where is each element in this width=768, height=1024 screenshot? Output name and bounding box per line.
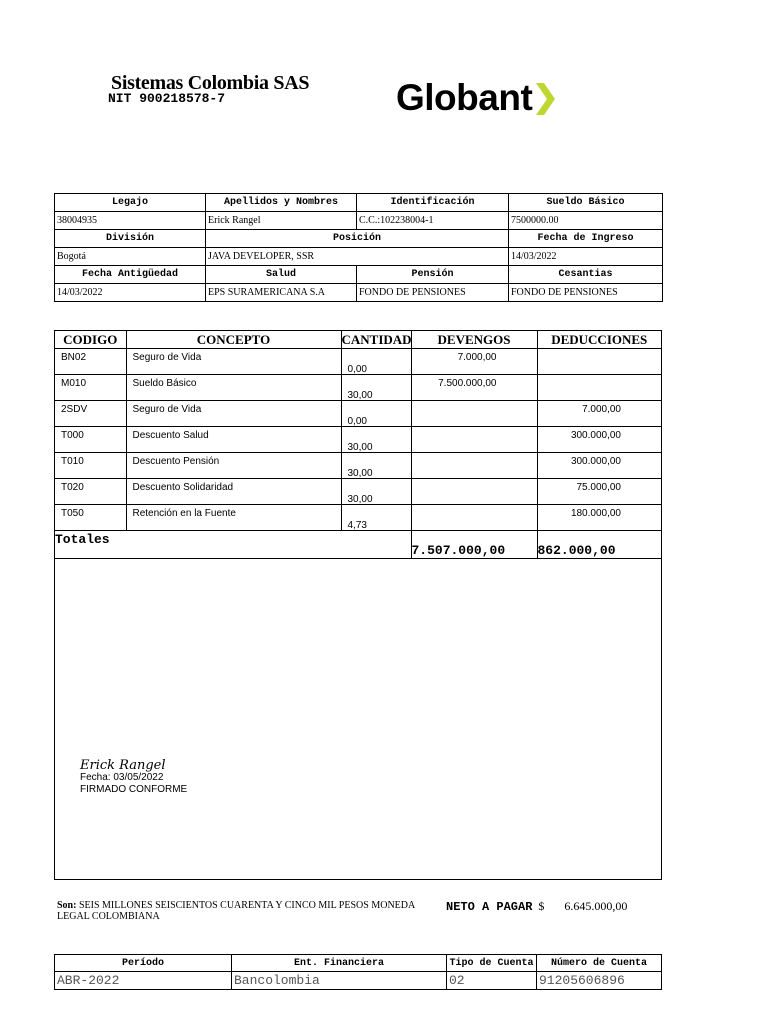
- chevron-right-icon: [534, 82, 556, 116]
- concept-concepto: Retención en la Fuente: [132, 508, 236, 519]
- label-legajo: Legajo: [55, 194, 206, 212]
- son-text: SEIS MILLONES SEISCIENTOS CUARENTA Y CINCO MIL PESOS MONEDA LEGAL COLOMBIANA: [57, 900, 415, 922]
- net-pay-currency: $: [538, 899, 545, 913]
- label-division: División: [55, 230, 206, 248]
- concept-row: [55, 427, 661, 453]
- value-legajo: 38004935: [55, 212, 206, 230]
- concept-codigo: T020: [61, 482, 84, 493]
- totals-row: [55, 531, 661, 559]
- concept-deducciones: 300.000,00: [570, 456, 621, 467]
- value-cesantias: FONDO DE PENSIONES: [509, 284, 663, 302]
- concept-cantidad: 30,00: [347, 494, 373, 505]
- concept-codigo: M010: [61, 378, 87, 389]
- concept-row: [55, 479, 661, 505]
- concept-concepto: Descuento Solidaridad: [132, 482, 234, 493]
- label-tipo-cuenta: Tipo de Cuenta: [447, 955, 537, 972]
- concept-cantidad: 30,00: [347, 442, 373, 453]
- company-nit: NIT 900218578-7: [108, 91, 226, 106]
- concept-cantidad: 30,00: [347, 390, 373, 401]
- value-numero-cuenta: 91205606896: [537, 972, 662, 990]
- concept-cantidad: 30,00: [347, 468, 373, 479]
- concept-concepto: Descuento Pensión: [132, 456, 220, 467]
- concept-row: [55, 453, 661, 479]
- concept-deducciones: 300.000,00: [570, 430, 621, 441]
- total-devengos: 7.507.000,00: [411, 543, 506, 558]
- concept-devengos: 7.000,00: [457, 352, 497, 363]
- concept-concepto: Sueldo Básico: [132, 378, 197, 389]
- concepts-section: [54, 330, 662, 880]
- concept-codigo: T000: [61, 430, 84, 441]
- value-fecha-antiguedad: 14/03/2022: [55, 284, 206, 302]
- label-posicion: Posición: [206, 230, 509, 248]
- concept-concepto: Descuento Salud: [132, 430, 209, 441]
- net-pay-amount: 6.645.000,00: [564, 899, 628, 913]
- header-devengos: DEVENGOS: [411, 331, 537, 349]
- concept-cantidad: 0,00: [347, 416, 367, 427]
- company-name: Sistemas Colombia SAS: [111, 72, 310, 94]
- value-division: Bogotá: [55, 248, 206, 266]
- value-periodo: ABR-2022: [55, 972, 232, 990]
- label-numero-cuenta: Número de Cuenta: [537, 955, 662, 972]
- concept-deducciones: 75.000,00: [576, 482, 621, 493]
- label-identificacion: Identificación: [357, 194, 509, 212]
- amount-in-words: [57, 900, 437, 922]
- value-sueldo: 7500000.00: [509, 212, 663, 230]
- signature-date: Fecha: 03/05/2022: [80, 772, 164, 783]
- signature-status: FIRMADO CONFORME: [80, 784, 188, 795]
- signature-block: [80, 760, 187, 796]
- label-fecha-antiguedad: Fecha Antigüedad: [55, 266, 206, 284]
- value-identificacion: C.C.:102238004-1: [357, 212, 509, 230]
- value-entidad: Bancolombia: [232, 972, 447, 990]
- concept-codigo: T010: [61, 456, 84, 467]
- header-codigo: CODIGO: [55, 331, 126, 349]
- value-tipo-cuenta: 02: [447, 972, 537, 990]
- value-posicion: JAVA DEVELOPER, SSR: [206, 248, 509, 266]
- concept-cantidad: 0,00: [347, 364, 367, 375]
- signature-name: Erick Rangel: [80, 758, 166, 773]
- concept-concepto: Seguro de Vida: [132, 404, 202, 415]
- total-deducciones: 862.000,00: [537, 543, 616, 558]
- concept-devengos: 7.500.000,00: [438, 378, 497, 389]
- label-sueldo: Sueldo Básico: [509, 194, 663, 212]
- concept-deducciones: 7.000,00: [582, 404, 621, 415]
- value-nombres: Erick Rangel: [206, 212, 357, 230]
- concept-deducciones: 180.000,00: [570, 508, 621, 519]
- totals-label: Totales: [55, 532, 110, 547]
- label-nombres: Apellidos y Nombres: [206, 194, 357, 212]
- employee-info-table: [54, 193, 663, 302]
- concept-codigo: T050: [61, 508, 84, 519]
- logo-text: Globant: [396, 77, 533, 118]
- label-salud: Salud: [206, 266, 357, 284]
- concept-cantidad: 4,73: [347, 520, 367, 531]
- concept-concepto: Seguro de Vida: [132, 352, 202, 363]
- value-fecha-ingreso: 14/03/2022: [509, 248, 663, 266]
- concept-codigo: 2SDV: [61, 404, 88, 415]
- label-entidad: Ent. Financiera: [232, 955, 447, 972]
- globant-logo: [396, 76, 556, 120]
- net-pay: [446, 899, 627, 914]
- header-concepto: CONCEPTO: [126, 331, 341, 349]
- son-label: Son:: [57, 900, 77, 911]
- label-pension: Pensión: [357, 266, 509, 284]
- concept-codigo: BN02: [61, 352, 87, 363]
- concept-row: [55, 401, 661, 427]
- label-fecha-ingreso: Fecha de Ingreso: [509, 230, 663, 248]
- header-deducciones: DEDUCCIONES: [537, 331, 661, 349]
- concept-row: [55, 505, 661, 531]
- concepts-table: [55, 331, 661, 559]
- value-pension: FONDO DE PENSIONES: [357, 284, 509, 302]
- value-salud: EPS SURAMERICANA S.A: [206, 284, 357, 302]
- net-pay-label: NETO A PAGAR: [446, 900, 533, 914]
- label-periodo: Período: [55, 955, 232, 972]
- label-cesantias: Cesantias: [509, 266, 663, 284]
- header-cantidad: CANTIDAD: [341, 332, 412, 347]
- concept-row: [55, 375, 661, 401]
- concept-row: [55, 349, 661, 375]
- bank-table: [54, 954, 662, 990]
